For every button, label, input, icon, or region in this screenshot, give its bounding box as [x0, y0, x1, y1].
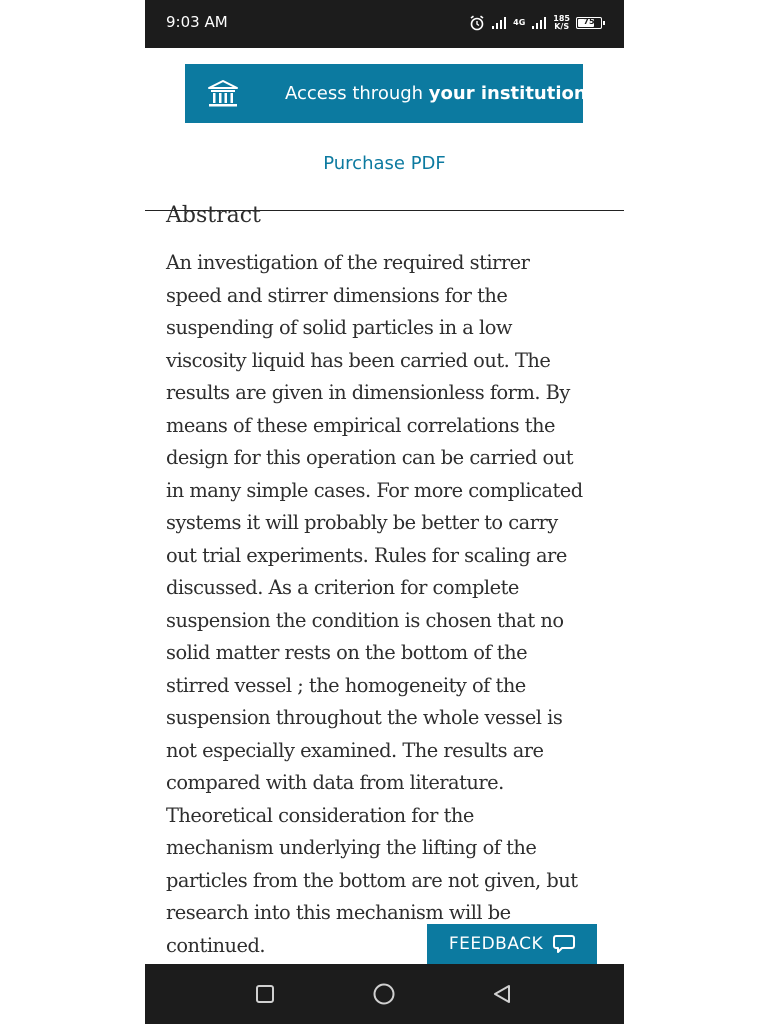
status-bar	[145, 0, 624, 48]
circle-icon	[372, 982, 396, 1006]
network-speed	[553, 15, 570, 31]
abstract-line: mechanism underlying the lifting of the	[166, 836, 537, 859]
abstract-line: means of these empirical correlations the	[166, 413, 555, 437]
signal-icon-2	[531, 16, 547, 30]
signal-icon	[491, 16, 507, 30]
purchase-pdf-link[interactable]: Purchase PDF	[323, 153, 446, 174]
network-speed-unit: K/S	[554, 22, 570, 31]
abstract-line: systems it will probably be better to carry	[166, 511, 558, 534]
abstract-line: suspension throughout the whole vessel is	[166, 706, 563, 729]
feedback-button[interactable]	[427, 924, 597, 964]
network-speed-value: 185	[553, 14, 570, 23]
abstract-heading: Abstract	[166, 203, 261, 228]
abstract-line: results are given in dimensionless form. By	[166, 381, 570, 404]
home-button[interactable]	[372, 982, 396, 1006]
battery-cap	[603, 21, 605, 25]
abstract-line: stirred vessel ; the homogeneity of the	[166, 673, 526, 697]
abstract-line: speed and stirrer dimensions for the	[166, 283, 508, 307]
back-button[interactable]	[490, 982, 514, 1006]
access-institution-button[interactable]	[185, 64, 587, 123]
feedback-label: FEEDBACK	[448, 934, 544, 954]
access-label-bold: your institution	[428, 83, 587, 104]
abstract-line: suspending of solid particles in a low	[166, 316, 513, 339]
abstract-line: design for this operation can be carried out	[166, 446, 573, 469]
abstract-line: suspension the condition is chosen that no	[166, 608, 564, 632]
abstract-line: out trial experiments. Rules for scaling are	[166, 543, 567, 567]
abstract-line: An investigation of the required stirrer	[166, 251, 530, 274]
abstract-line: particles from the bottom are not given, but	[166, 868, 578, 892]
status-icons	[469, 12, 602, 34]
triangle-back-icon	[491, 983, 513, 1005]
abstract-line: discussed. As a criterion for complete	[166, 576, 519, 599]
abstract-line: Theoretical consideration for the	[166, 803, 474, 827]
abstract-line: compared with data from literature.	[166, 771, 504, 794]
abstract-line: continued.	[166, 933, 266, 957]
access-label	[285, 83, 587, 104]
abstract-line: solid matter rests on the bottom of the	[166, 641, 528, 664]
institution-icon	[207, 79, 239, 109]
abstract-line: not especially examined. The results are	[166, 738, 544, 762]
battery-icon	[576, 17, 602, 29]
network-type-label: 4G	[513, 18, 526, 27]
abstract-body	[166, 247, 616, 962]
phone-screen	[145, 0, 624, 1024]
alarm-icon	[469, 15, 485, 31]
status-time: 9:03 AM	[166, 13, 228, 31]
navigation-bar	[145, 964, 624, 1024]
access-label-regular: Access through	[285, 83, 429, 104]
abstract-line: in many simple cases. For more complicated	[166, 478, 583, 502]
chat-bubble-icon	[553, 934, 575, 954]
abstract-line: viscosity liquid has been carried out. The	[166, 348, 551, 372]
recent-apps-button[interactable]	[253, 982, 277, 1006]
square-icon	[255, 984, 275, 1004]
abstract-line: research into this mechanism will be	[166, 901, 511, 924]
battery-level: 75	[583, 17, 595, 26]
